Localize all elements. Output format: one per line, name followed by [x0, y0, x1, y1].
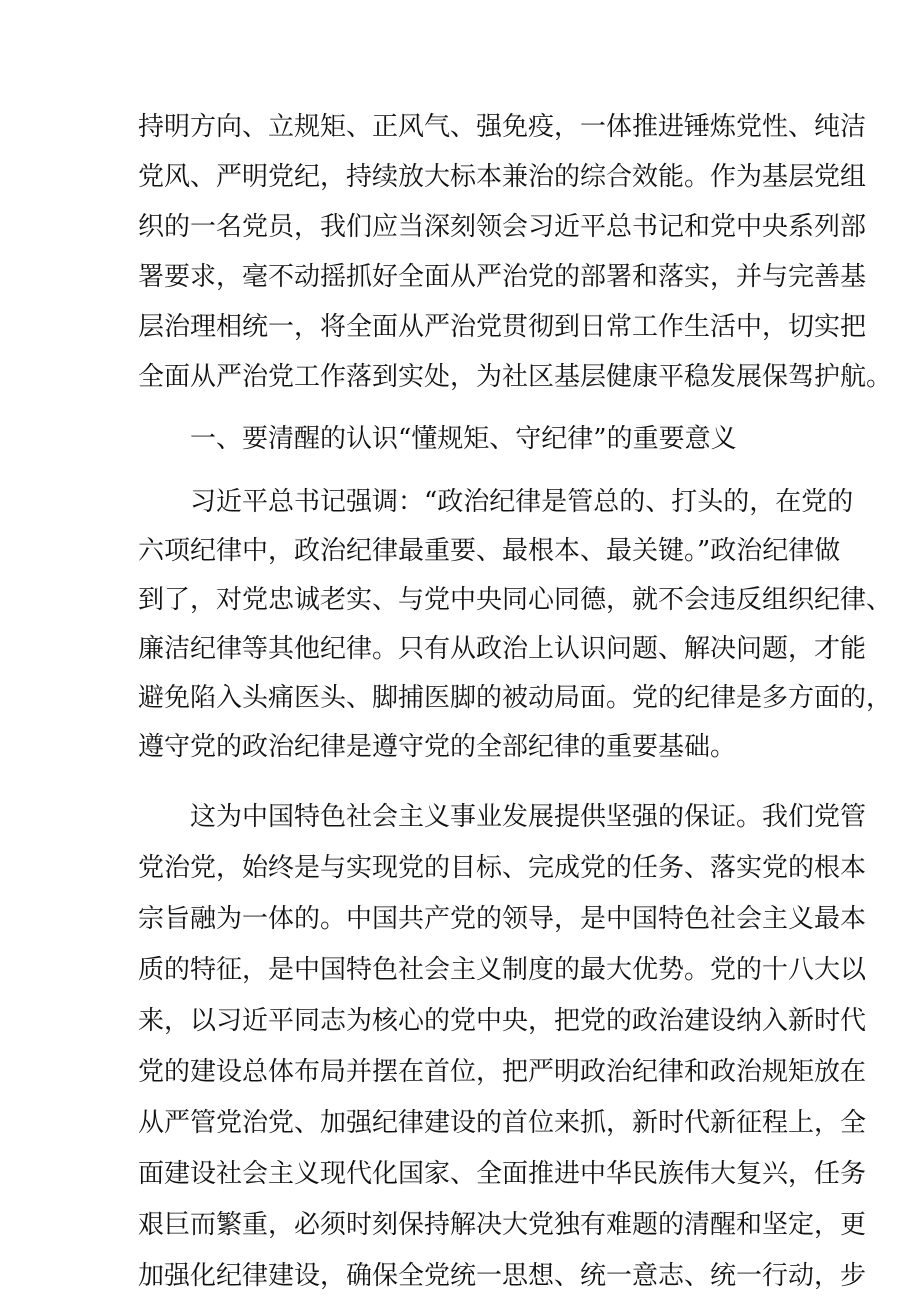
- text-line: 持明方向、立规矩、正风气、强免疫，一体推进锤炼党性、纯洁: [138, 112, 867, 142]
- text-line: 来，以习近平同志为核心的党中央，把党的政治建设纳入新时代: [138, 1006, 867, 1036]
- section-heading: 一、要清醒的认识“懂规矩、守纪律”的重要意义: [190, 424, 737, 454]
- text-line: 织的一名党员，我们应当深刻领会习近平总书记和党中央系列部: [138, 212, 867, 242]
- text-line: 到了，对党忠诚老实、与党中央同心同德，就不会违反组织纪律、: [138, 585, 893, 615]
- text-line: 面建设社会主义现代化国家、全面推进中华民族伟大复兴，任务: [138, 1159, 867, 1189]
- text-line: 艰巨而繁重，必须时刻保持解决大党独有难题的清醒和坚定，更: [138, 1210, 867, 1240]
- text-line: 从严管党治党、加强纪律建设的首位来抓，新时代新征程上，全: [138, 1108, 867, 1138]
- text-line: 宗旨融为一体的。中国共产党的领导，是中国特色社会主义最本: [138, 904, 867, 934]
- text-line: 党风、严明党纪，持续放大标本兼治的综合效能。作为基层党组: [138, 162, 867, 192]
- text-line: 六项纪律中，政治纪律最重要、最根本、最关键。”政治纪律做: [138, 536, 841, 566]
- text-line: 党治党，始终是与实现党的目标、完成党的任务、落实党的根本: [138, 853, 867, 883]
- text-line: 遵守党的政治纪律是遵守党的全部纪律的重要基础。: [138, 732, 737, 762]
- text-line: 避免陷入头痛医头、脚捕医脚的被动局面。党的纪律是多方面的，: [138, 683, 893, 713]
- text-line: 习近平总书记强调：“政治纪律是管总的、打头的，在党的: [190, 487, 854, 517]
- text-line: 层治理相统一，将全面从严治党贯彻到日常工作生活中，切实把: [138, 312, 867, 342]
- text-line: 廉洁纪律等其他纪律。只有从政治上认识问题、解决问题，才能: [138, 634, 867, 664]
- text-line: 质的特征，是中国特色社会主义制度的最大优势。党的十八大以: [138, 955, 867, 985]
- text-line: 这为中国特色社会主义事业发展提供坚强的保证。我们党管: [190, 802, 867, 832]
- text-line: 加强化纪律建设，确保全党统一思想、统一意志、统一行动，步: [138, 1261, 867, 1291]
- text-line: 全面从严治党工作落到实处，为社区基层健康平稳发展保驾护航。: [138, 362, 893, 392]
- text-line: 党的建设总体布局并摆在首位，把严明政治纪律和政治规矩放在: [138, 1057, 867, 1087]
- text-line: 署要求，毫不动摇抓好全面从严治党的部署和落实，并与完善基: [138, 262, 867, 292]
